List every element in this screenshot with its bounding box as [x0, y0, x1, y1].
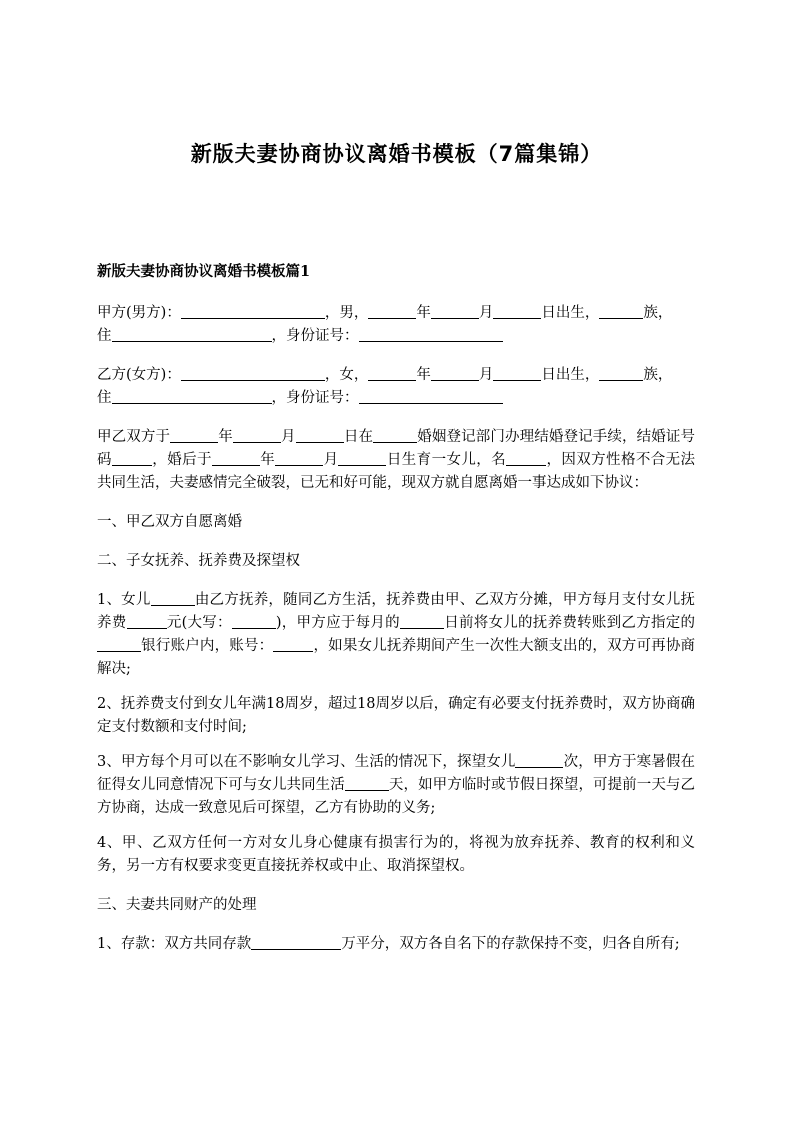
blank-address: [112, 389, 272, 405]
intro-paragraph: [97, 426, 695, 495]
blank-name: [181, 304, 325, 320]
clause-1: [97, 589, 695, 681]
section-title: 新版夫妻协商协议离婚书模板篇1: [97, 263, 311, 280]
blank: [233, 428, 281, 444]
blank: [97, 637, 141, 653]
blank: [127, 614, 167, 630]
text: 年: [416, 305, 431, 321]
party-a-paragraph: [97, 302, 695, 348]
text: ，因双方性格不合无法共同生活，夫妻感情完全破裂，已无和好可能，现双方就自愿离婚一事达成如下协议：: [97, 452, 696, 491]
blank-month: [431, 304, 479, 320]
text: 住: [97, 328, 112, 344]
text: 日在: [343, 429, 374, 445]
blank-year: [368, 366, 416, 382]
clause-3: [97, 751, 695, 820]
text: )，甲方应于每月的: [275, 615, 400, 631]
text: 日出生，: [541, 305, 600, 321]
blank: [151, 591, 195, 607]
text: ，女，: [324, 367, 369, 383]
document-body: [97, 302, 695, 968]
text: 天，如甲方临时或节假日探望，可提前一天与乙方协商，达成一致意见后可探望，乙方有协助的义务;: [97, 777, 695, 816]
blank-address: [112, 327, 272, 343]
text: 日前将女儿的抚养费转账到乙方指定的: [443, 615, 696, 631]
heading-3: 三、夫妻共同财产的处理: [97, 897, 257, 913]
blank: [273, 637, 313, 653]
heading-1: 一、甲乙双方自愿离婚: [97, 514, 242, 530]
blank: [345, 776, 389, 792]
text: 日出生，: [541, 367, 600, 383]
text: 由乙方抚养，随同乙方生活，抚养费由甲、乙双方分摊，甲方每月支付女儿抚养费: [97, 592, 696, 631]
blank: [212, 451, 260, 467]
blank: [400, 614, 444, 630]
text: 次，甲方于寒暑假在征得女儿同意情况下可与女儿共同生活: [97, 754, 695, 793]
text: 年: [259, 452, 276, 468]
blank-id-number: [359, 389, 503, 405]
text: 万平分，双方各自名下的存款保持不变，归各自所有;: [341, 936, 680, 952]
text: 银行账户内，账号：: [141, 638, 274, 654]
blank: [373, 428, 417, 444]
text: ，身份证号：: [271, 390, 359, 406]
text: 婚姻登记部门办理结婚登记手续，结婚证号码: [97, 429, 696, 468]
text: ，身份证号：: [271, 328, 359, 344]
blank: [170, 428, 218, 444]
text: 日生育一女儿，名: [386, 452, 507, 468]
text: 1、女儿: [97, 592, 151, 608]
text: 年: [218, 429, 233, 445]
text: 月: [323, 452, 339, 468]
text: 月: [280, 429, 296, 445]
blank-day: [493, 366, 541, 382]
blank-id-number: [359, 327, 503, 343]
blank: [112, 451, 152, 467]
blank: [296, 428, 344, 444]
text: 元(大写：: [166, 615, 232, 631]
text: ，婚后于: [151, 452, 212, 468]
text: 月: [478, 367, 494, 383]
clause-5: [97, 933, 695, 956]
heading-2: 二、子女抚养、抚养费及探望权: [97, 553, 300, 569]
text: 月: [478, 305, 494, 321]
text: 族，: [643, 367, 673, 383]
party-b-paragraph: [97, 364, 695, 410]
text: 年: [416, 367, 431, 383]
text: 族，: [643, 305, 673, 321]
text: ，如果女儿抚养期间产生一次性大额支出的，双方可再协商解决;: [97, 638, 696, 677]
blank-ethnic: [599, 366, 643, 382]
blank-month: [431, 366, 479, 382]
blank-day: [493, 304, 541, 320]
blank: [251, 935, 341, 951]
blank-name: [181, 366, 325, 382]
blank: [275, 451, 323, 467]
blank: [338, 451, 386, 467]
clause-4: 4、甲、乙双方任何一方对女儿身心健康有损害行为的，将视为放弃抚养、教育的权利和义务，另一方有权要求变更直接抚养权或中止、取消探望权。: [97, 835, 695, 874]
party-b-label: 乙方(女方)：: [97, 367, 181, 383]
text: 1、存款：双方共同存款: [97, 936, 252, 952]
text: 住: [97, 390, 112, 406]
clause-2: 2、抚养费支付到女儿年满18周岁，超过18周岁以后，确定有必要支付抚养费时，双方协商确定支付数额和支付时间;: [97, 696, 695, 735]
blank-year: [368, 304, 416, 320]
text: ，男，: [324, 305, 369, 321]
text: 3、甲方每个月可以在不影响女儿学习、生活的情况下，探望女儿: [97, 754, 516, 770]
blank: [515, 753, 563, 769]
blank-ethnic: [599, 304, 643, 320]
document-title: 新版夫妻协商协议离婚书模板（7篇集锦）: [190, 142, 603, 166]
text: 甲乙双方于: [97, 429, 171, 445]
blank: [232, 614, 276, 630]
party-a-label: 甲方(男方)：: [97, 305, 181, 321]
blank: [506, 451, 546, 467]
